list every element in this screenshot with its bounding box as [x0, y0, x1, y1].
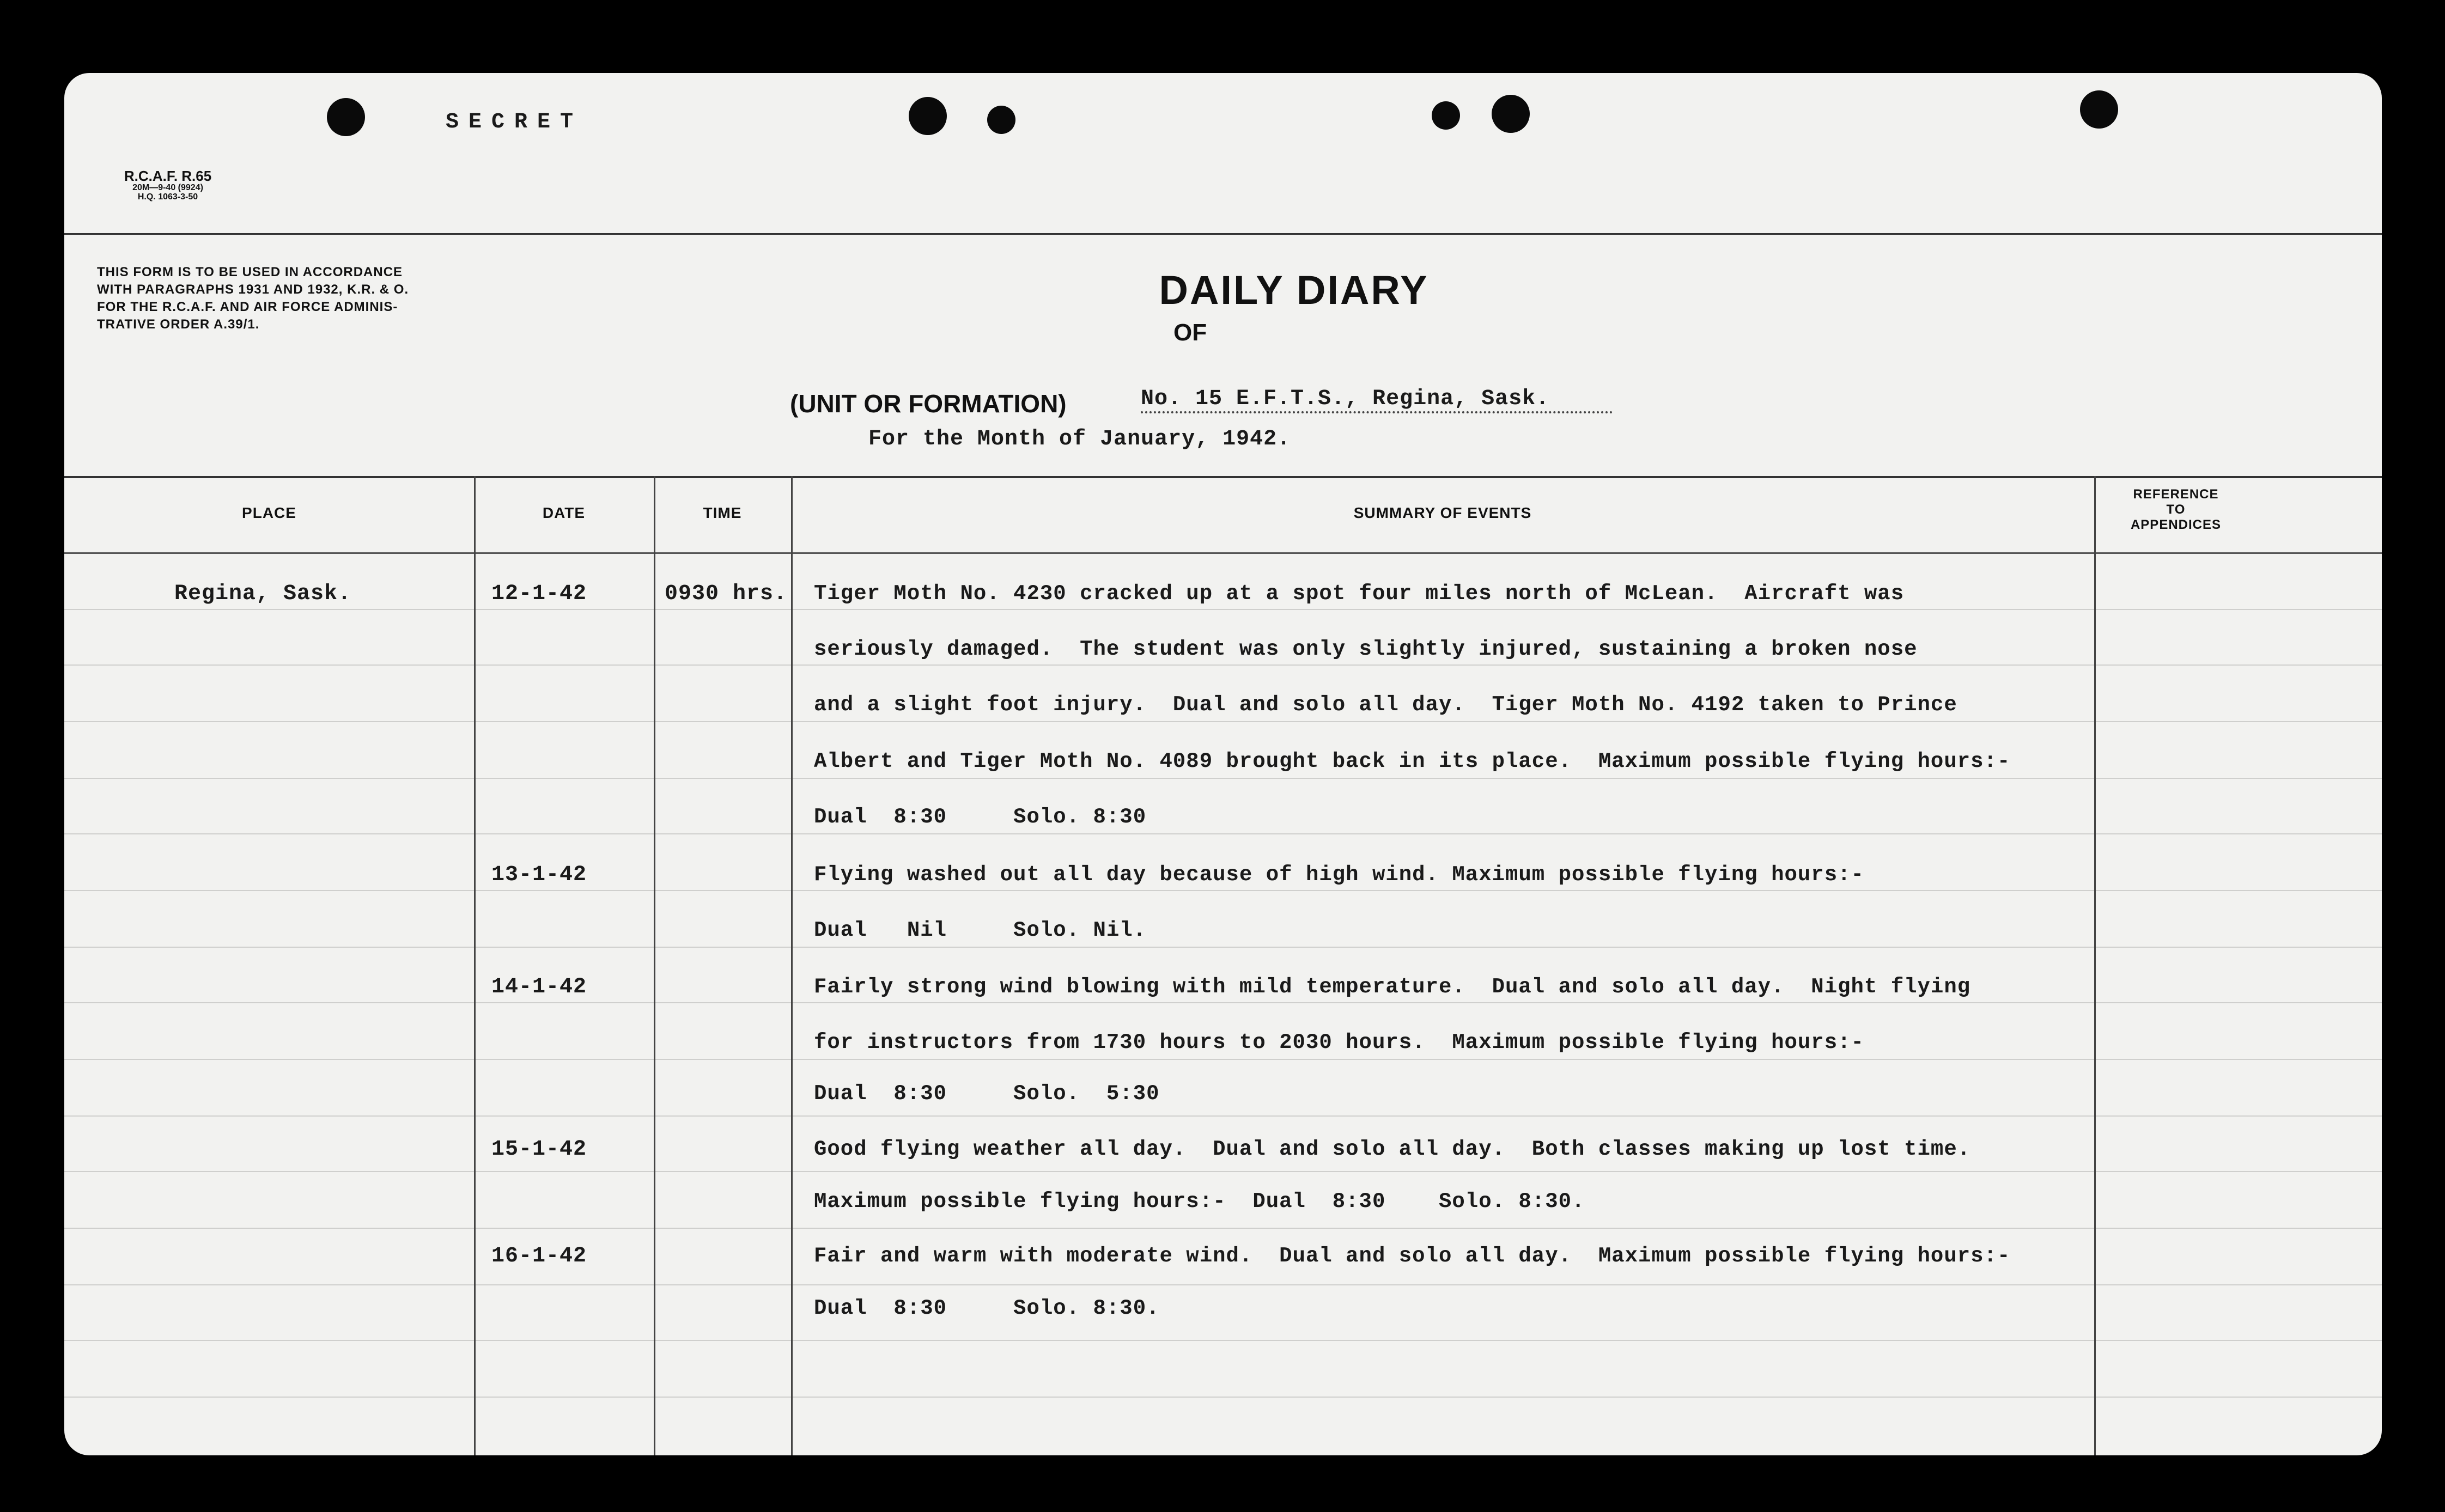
- ruled-line: [64, 721, 2382, 722]
- ruled-line: [64, 833, 2382, 834]
- form-identifier: [97, 169, 239, 202]
- ruled-line: [64, 778, 2382, 779]
- place-cell: Regina, Sask.: [174, 582, 352, 606]
- event-line: Fair and warm with moderate wind. Dual and solo all day. Maximum possible flying hours:-: [814, 1244, 2011, 1268]
- form-instructions: THIS FORM IS TO BE USED IN ACCORDANCE WITH PARAGRAPHS 1931 AND 1932, K.R. & O. FOR THE R.C.A.F. AND AIR FORCE ADMINIS- TRATIVE ORDER A.39/1.: [97, 265, 409, 332]
- column-header-time: TIME: [703, 504, 742, 521]
- diary-form-sheet: [64, 73, 2382, 1455]
- time-cell: 0930 hrs.: [665, 582, 788, 606]
- date-cell: 16-1-42: [491, 1244, 587, 1269]
- ruled-line: [64, 947, 2382, 948]
- event-line: Dual Nil Solo. Nil.: [814, 918, 1147, 942]
- column-divider: [2094, 476, 2096, 1455]
- punch-hole: [909, 97, 947, 135]
- column-divider: [791, 476, 793, 1455]
- punch-hole: [327, 98, 365, 136]
- form-title-of: OF: [1173, 319, 1207, 346]
- table-top-border: [64, 476, 2382, 478]
- ruled-line: [64, 1228, 2382, 1229]
- form-print-line: H.Q. 1063-3-50: [137, 192, 198, 202]
- ruled-line: [64, 1002, 2382, 1003]
- ruled-line: [64, 1340, 2382, 1341]
- punch-hole: [1492, 95, 1530, 133]
- event-line: for instructors from 1730 hours to 2030 hours. Maximum possible flying hours:-: [814, 1031, 1864, 1054]
- event-line: seriously damaged. The student was only slightly injured, sustaining a broken nose: [814, 637, 1918, 661]
- event-line: Flying washed out all day because of high wind. Maximum possible flying hours:-: [814, 863, 1864, 887]
- event-line: Dual 8:30 Solo. 5:30: [814, 1082, 1160, 1106]
- unit-value: No. 15 E.F.T.S., Regina, Sask.: [1141, 387, 1613, 413]
- date-cell: 14-1-42: [491, 975, 587, 999]
- event-line: Albert and Tiger Moth No. 4089 brought back in its place. Maximum possible flying hours:-: [814, 749, 2011, 773]
- ruled-line: [64, 1115, 2382, 1117]
- form-number: R.C.A.F. R.65: [124, 168, 212, 184]
- column-header-summary: SUMMARY OF EVENTS: [1353, 504, 1532, 521]
- event-line: and a slight foot injury. Dual and solo all day. Tiger Moth No. 4192 taken to Prince: [814, 693, 1957, 717]
- event-line: Fairly strong wind blowing with mild temperature. Dual and solo all day. Night flying: [814, 975, 1971, 999]
- form-print-line: 20M—9-40 (9924): [132, 183, 203, 192]
- event-line: Dual 8:30 Solo. 8:30.: [814, 1296, 1160, 1320]
- event-line: Good flying weather all day. Dual and solo all day. Both classes making up lost time.: [814, 1137, 1971, 1161]
- classification-stamp: SECRET: [446, 110, 583, 135]
- column-header-reference: REFERENCE TO APPENDICES: [2130, 487, 2222, 532]
- ruled-line: [64, 664, 2382, 666]
- ruled-line: [64, 1284, 2382, 1285]
- event-line: Maximum possible flying hours:- Dual 8:30 Solo. 8:30.: [814, 1190, 1585, 1214]
- date-cell: 12-1-42: [491, 582, 587, 606]
- event-line: Dual 8:30 Solo. 8:30: [814, 805, 1147, 829]
- header-row-border: [64, 552, 2382, 554]
- punch-hole: [2080, 90, 2118, 129]
- column-divider: [474, 476, 476, 1455]
- punch-hole: [987, 106, 1015, 134]
- ruled-line: [64, 1397, 2382, 1398]
- event-line: Tiger Moth No. 4230 cracked up at a spot four miles north of McLean. Aircraft was: [814, 582, 1905, 606]
- unit-label: (UNIT OR FORMATION): [790, 389, 1067, 418]
- column-header-place: PLACE: [242, 504, 296, 521]
- ruled-line: [64, 609, 2382, 610]
- column-header-date: DATE: [542, 504, 586, 521]
- month-line: For the Month of January, 1942.: [868, 427, 1291, 452]
- ruled-line: [64, 1171, 2382, 1172]
- date-cell: 15-1-42: [491, 1137, 587, 1162]
- column-divider: [654, 476, 655, 1455]
- punch-hole: [1432, 101, 1460, 130]
- header-divider: [64, 233, 2382, 235]
- form-title: DAILY DIARY: [1159, 267, 1429, 313]
- ruled-line: [64, 890, 2382, 891]
- ruled-line: [64, 1059, 2382, 1060]
- date-cell: 13-1-42: [491, 863, 587, 887]
